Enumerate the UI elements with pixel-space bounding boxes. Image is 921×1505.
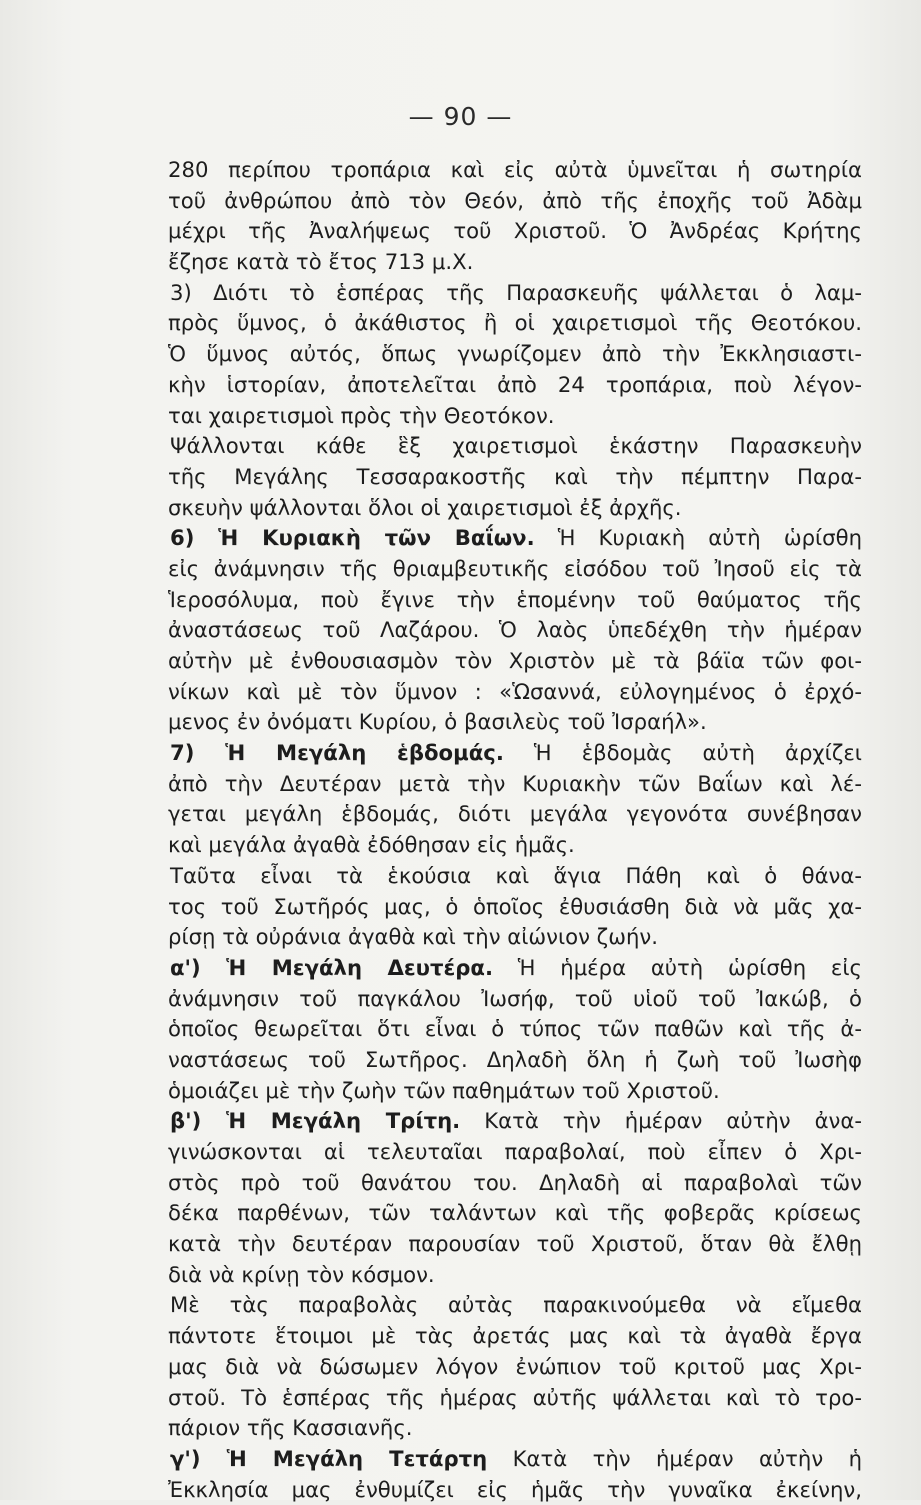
text-line <box>168 892 862 923</box>
line-text: μέχρι τῆς Ἀναλήψεως τοῦ Χριστοῦ. Ὁ Ἀνδρέας Κρήτης <box>168 218 862 244</box>
text-line <box>168 401 862 432</box>
line-text: ὁμοιάζει μὲ τὴν ζωὴν τῶν παθημάτων τοῦ Χριστοῦ. <box>168 1077 720 1103</box>
text-line <box>170 861 862 892</box>
text-line <box>168 216 862 247</box>
line-text: εἰς ἀνάμνησιν τῆς θριαμβευτικῆς εἰσόδου τοῦ Ἰησοῦ εἰς τὰ <box>168 555 862 581</box>
page-number: — 90 — <box>408 102 513 131</box>
text-line <box>170 278 862 309</box>
line-text: μενος ἐν ὀνόματι Κυρίου, ὁ βασιλεὺς τοῦ Ἰσραήλ». <box>168 709 707 735</box>
line-text: Ἡ ἡμέρα αὐτὴ ὡρίσθη εἰς <box>493 954 862 980</box>
text-line <box>170 1444 862 1475</box>
text-line <box>168 1198 862 1229</box>
line-text: γινώσκονται αἱ τελευταῖαι παραβολαί, ποὺ εἶπεν ὁ Χρι- <box>168 1139 862 1164</box>
text-line <box>168 615 862 646</box>
line-text: Ἡ ἑβδομὰς αὐτὴ ἀρχίζει <box>503 740 862 766</box>
text-line <box>168 1014 862 1045</box>
line-text: Κατὰ τὴν ἡμέραν αὐτὴν ἡ <box>487 1445 862 1471</box>
line-text: νίκων καὶ μὲ τὸν ὕμνον : «Ὡσαννά, εὐλογημένος ὁ ἐρχό- <box>168 678 862 704</box>
text-line <box>168 1383 862 1414</box>
line-text: ρίσῃ τὰ οὐράνια ἀγαθὰ καὶ τὴν αἰώνιον ζωήν. <box>168 924 658 950</box>
text-line <box>168 1137 862 1168</box>
text-line <box>168 646 862 677</box>
text-line <box>168 1229 862 1260</box>
line-text: κὴν ἱστορίαν, ἀποτελεῖται ἀπὸ 24 τροπάρια, ποὺ λέγον- <box>168 371 862 397</box>
text-line <box>168 1321 862 1352</box>
line-text: Ψάλλονται κάθε ἓξ χαιρετισμοὶ ἑκάστην Παρασκευὴν <box>170 433 862 459</box>
line-text: γεται μεγάλη ἑβδομάς, διότι μεγάλα γεγονότα συνέβησαν <box>168 801 862 827</box>
line-text: δέκα παρθένων, τῶν ταλάντων καὶ τῆς φοβερᾶς κρίσεως <box>168 1200 862 1226</box>
line-text: στὸς πρὸ τοῦ θανάτου του. Δηλαδὴ αἱ παραβολαὶ τῶν <box>168 1169 862 1195</box>
text-line <box>168 922 862 953</box>
line-text: τῆς Μεγάλης Τεσσαρακοστῆς καὶ τὴν πέμπτην Παρα- <box>168 463 862 489</box>
line-text: Ἐκκλησία μας ἐνθυμίζει εἰς ἡμᾶς τὴν γυναῖκα ἐκείνην, <box>168 1476 862 1502</box>
line-text: Κατὰ τὴν ἡμέραν αὐτὴν ἀνα- <box>460 1108 862 1134</box>
line-text: ἀνάμνησιν τοῦ παγκάλου Ἰωσήφ, τοῦ υἱοῦ τοῦ Ἰακώβ, ὁ <box>168 985 862 1011</box>
line-text: αὐτὴν μὲ ἐνθουσιασμὸν τὸν Χριστὸν μὲ τὰ βάϊα τῶν φοι- <box>168 648 862 673</box>
line-text: πάντοτε ἕτοιμοι μὲ τὰς ἀρετάς μας καὶ τὰ ἀγαθὰ ἔργα <box>168 1323 862 1349</box>
line-text: 3) Διότι τὸ ἑσπέρας τῆς Παρασκευῆς ψάλλεται ὁ λαμ- <box>170 279 862 305</box>
text-line <box>170 1106 862 1137</box>
line-text: στοῦ. Τὸ ἑσπέρας τῆς ἡμέρας αὐτῆς ψάλλεται καὶ τὸ τρο- <box>168 1384 862 1410</box>
line-text: ἔζησε κατὰ τὸ ἔτος 713 μ.Χ. <box>168 249 474 275</box>
text-line <box>170 431 862 462</box>
text-line <box>168 186 862 217</box>
line-text: Ταῦτα εἶναι τὰ ἑκούσια καὶ ἅγια Πάθη καὶ ὁ θάνα- <box>170 862 862 888</box>
text-line <box>168 1168 862 1199</box>
line-text: πρὸς ὕμνος, ὁ ἀκάθιστος ἢ οἱ χαιρετισμοὶ τῆς Θεοτόκου. <box>168 310 862 336</box>
text-line <box>168 830 862 861</box>
line-text: ὁποῖος θεωρεῖται ὅτι εἶναι ὁ τύπος τῶν παθῶν καὶ τῆς ἀ- <box>168 1016 862 1042</box>
line-text: πάριον τῆς Κασσιανῆς. <box>168 1415 413 1441</box>
line-text: μας διὰ νὰ δώσωμεν λόγον ἐνώπιον τοῦ κριτοῦ μας Χρι- <box>168 1353 862 1379</box>
body-text <box>168 155 862 1505</box>
text-line <box>168 1352 862 1383</box>
text-line <box>168 1260 862 1291</box>
text-line <box>170 1290 862 1321</box>
line-text: Ὁ ὕμνος αὐτός, ὅπως γνωρίζομεν ἀπὸ τὴν Ἐκκλησιαστι- <box>168 341 862 367</box>
section-heading: γ') Ἡ Μεγάλη Τετάρτη <box>170 1445 488 1471</box>
line-text: κατὰ τὴν δευτέραν παρουσίαν τοῦ Χριστοῦ, ὅταν θὰ ἔλθῃ <box>168 1231 862 1257</box>
text-line <box>168 370 862 401</box>
line-text: Ἡ Κυριακὴ αὐτὴ ὡρίσθη <box>534 525 863 551</box>
text-line <box>168 1413 862 1444</box>
text-line <box>170 953 862 984</box>
text-line <box>168 984 862 1015</box>
line-text: σκευὴν ψάλλονται ὅλοι οἱ χαιρετισμοὶ ἐξ ἀρχῆς. <box>168 494 682 520</box>
text-line <box>168 1475 862 1505</box>
section-heading: 6) Ἡ Κυριακὴ τῶν Βαΐων. <box>170 525 535 551</box>
text-line <box>168 799 862 830</box>
line-text: διὰ νὰ κρίνῃ τὸν κόσμον. <box>168 1261 435 1287</box>
text-line <box>168 585 862 616</box>
text-line <box>168 155 862 186</box>
text-line <box>168 1045 862 1076</box>
text-line <box>168 554 862 585</box>
text-line <box>168 677 862 708</box>
text-line <box>168 308 862 339</box>
line-text: τοῦ ἀνθρώπου ἀπὸ τὸν Θεόν, ἀπὸ τῆς ἐποχῆς τοῦ Ἀδὰμ <box>168 187 862 213</box>
line-text: ἀναστάσεως τοῦ Λαζάρου. Ὁ λαὸς ὑπεδέχθη τὴν ἡμέραν <box>168 617 862 643</box>
line-text: ναστάσεως τοῦ Σωτῆρος. Δηλαδὴ ὅλη ἡ ζωὴ τοῦ Ἰωσὴφ <box>168 1046 862 1072</box>
text-line <box>168 1076 862 1107</box>
section-heading: 7) Ἡ Μεγάλη ἑβδομάς. <box>170 740 504 766</box>
line-text: Μὲ τὰς παραβολὰς αὐτὰς παρακινούμεθα νὰ εἴμεθα <box>170 1292 862 1318</box>
text-line <box>168 462 862 493</box>
text-line <box>168 247 862 278</box>
text-line <box>168 493 862 524</box>
text-line <box>168 769 862 800</box>
line-text: Ἱεροσόλυμα, ποὺ ἔγινε τὴν ἑπομένην τοῦ θαύματος τῆς <box>168 586 862 612</box>
text-line <box>168 707 862 738</box>
text-line <box>170 523 862 554</box>
text-line <box>168 339 862 370</box>
text-line <box>170 738 862 769</box>
line-text: τος τοῦ Σωτῆρός μας, ὁ ὁποῖος ἐθυσιάσθη διὰ νὰ μᾶς χα- <box>168 893 862 919</box>
section-heading: β') Ἡ Μεγάλη Τρίτη. <box>170 1108 461 1134</box>
line-text: καὶ μεγάλα ἀγαθὰ ἐδόθησαν εἰς ἡμᾶς. <box>168 832 575 858</box>
line-text: ται χαιρετισμοὶ πρὸς τὴν Θεοτόκον. <box>168 402 555 428</box>
line-text: ἀπὸ τὴν Δευτέραν μετὰ τὴν Κυριακὴν τῶν Βαΐων καὶ λέ- <box>168 770 862 796</box>
section-heading: α') Ἡ Μεγάλη Δευτέρα. <box>170 954 494 980</box>
line-text: 280 περίπου τροπάρια καὶ εἰς αὐτὰ ὑμνεῖται ἡ σωτηρία <box>168 157 862 182</box>
